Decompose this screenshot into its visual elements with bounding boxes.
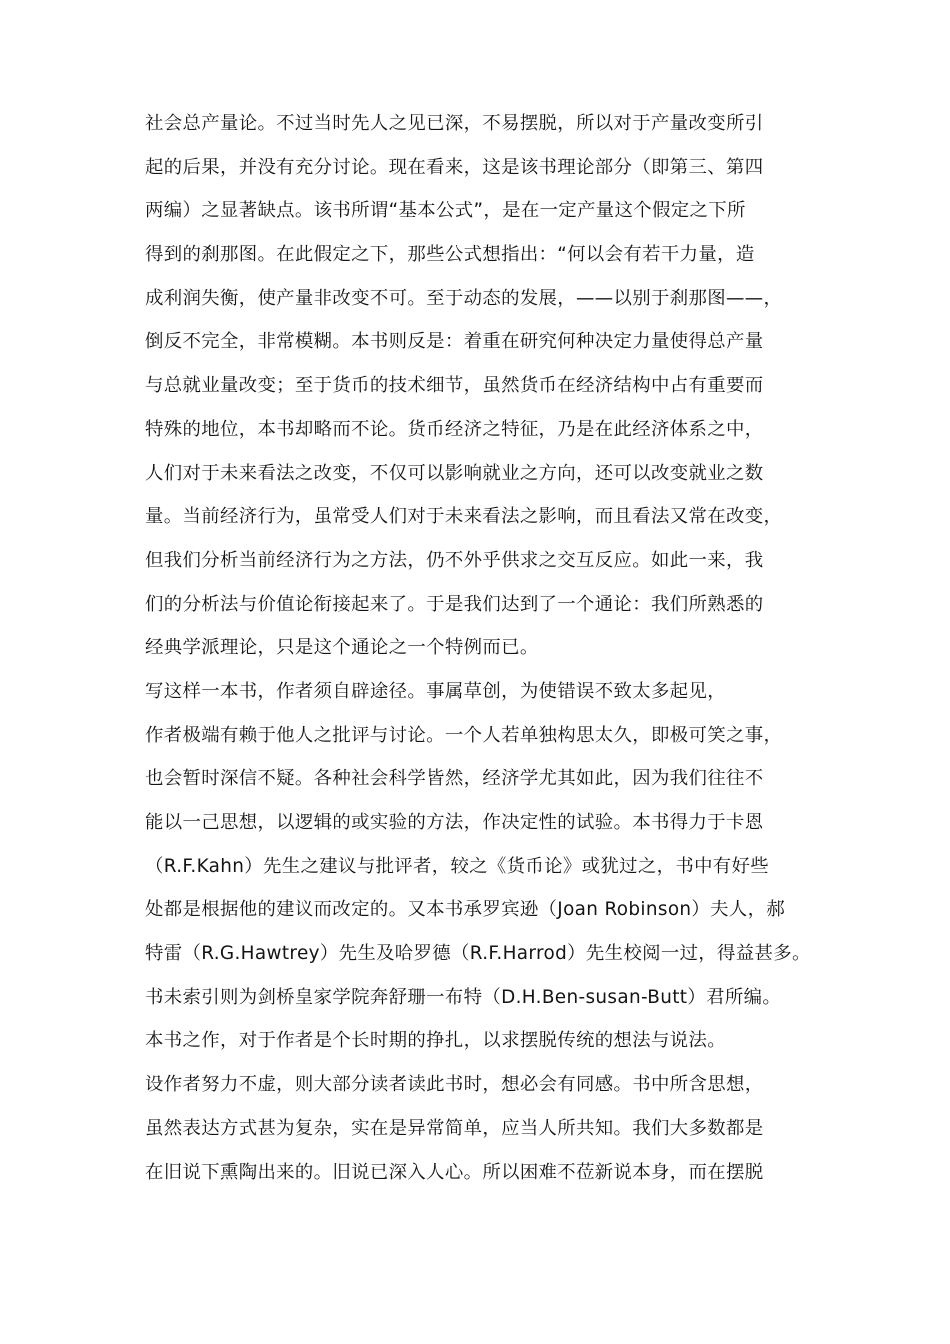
text-line: 作者极端有赖于他人之批评与讨论。一个人若单独构思太久，即极可笑之事， [145, 724, 783, 746]
text-line: 写这样一本书，作者须自辟途径。事属草创，为使错误不致太多起见， [145, 680, 726, 702]
body-text [145, 112, 945, 1204]
text-line: 书未索引则为剑桥皇家学院奔舒珊一布特（D.H.Ben-susan-Butt）君所编。 [145, 986, 782, 1008]
text-line: 经典学派理论，只是这个通论之一个特例而已。 [145, 637, 539, 659]
text-line: （R.F.Kahn）先生之建议与批评者，较之《货币论》或犹过之，书中有好些 [145, 855, 770, 877]
text-line: 本书之作，对于作者是个长时期的挣扎，以求摆脱传统的想法与说法。 [145, 1030, 726, 1052]
text-line: 人们对于未来看法之改变，不仅可以影响就业之方向，还可以改变就业之数 [145, 462, 764, 484]
text-line: 设作者努力不虚，则大部分读者读此书时，想必会有同感。书中所含思想， [145, 1074, 764, 1096]
text-line: 在旧说下熏陶出来的。旧说已深入人心。所以困难不莅新说本身，而在摆脱 [145, 1161, 764, 1183]
text-line: 成利润失衡，使产量非改变不可。至于动态的发展，——以别于刹那图——， [145, 287, 783, 309]
text-line: 虽然表达方式甚为复杂，实在是异常简单，应当人所共知。我们大多数都是 [145, 1117, 764, 1139]
text-line: 倒反不完全，非常模糊。本书则反是：着重在研究何种决定力量使得总产量 [145, 331, 764, 353]
text-line: 但我们分析当前经济行为之方法，仍不外乎供求之交互反应。如此一来，我 [145, 549, 764, 571]
text-line: 得到的刹那图。在此假定之下，那些公式想指出：“何以会有若干力量，造 [145, 244, 755, 266]
text-line: 也会暂时深信不疑。各种社会科学皆然，经济学尤其如此，因为我们往往不 [145, 768, 764, 790]
text-line: 特雷（R.G.Hawtrey）先生及哈罗德（R.F.Harrod）先生校阅一过，得益甚多。 [145, 943, 811, 965]
text-line: 量。当前经济行为，虽常受人们对于未来看法之影响，而且看法又常在改变， [145, 506, 783, 528]
text-line: 特殊的地位，本书却略而不论。货币经济之特征，乃是在此经济体系之中， [145, 418, 764, 440]
text-line: 们的分析法与价值论衔接起来了。于是我们达到了一个通论：我们所熟悉的 [145, 593, 764, 615]
text-line: 起的后果，并没有充分讨论。现在看来，这是该书理论部分（即第三、第四 [145, 156, 764, 178]
text-line: 与总就业量改变；至于货币的技术细节，虽然货币在经济结构中占有重要而 [145, 375, 764, 397]
text-line: 能以一己思想，以逻辑的或实验的方法，作决定性的试验。本书得力于卡恩 [145, 812, 764, 833]
text-line: 处都是根据他的建议而改定的。又本书承罗宾逊（Joan Robinson）夫人，郝 [145, 899, 786, 921]
text-line: 社会总产量论。不过当时先人之见已深，不易摆脱，所以对于产量改变所引 [145, 113, 764, 134]
text-line: 两编）之显著缺点。该书所谓“基本公式”，是在一定产量这个假定之下所 [145, 200, 746, 222]
